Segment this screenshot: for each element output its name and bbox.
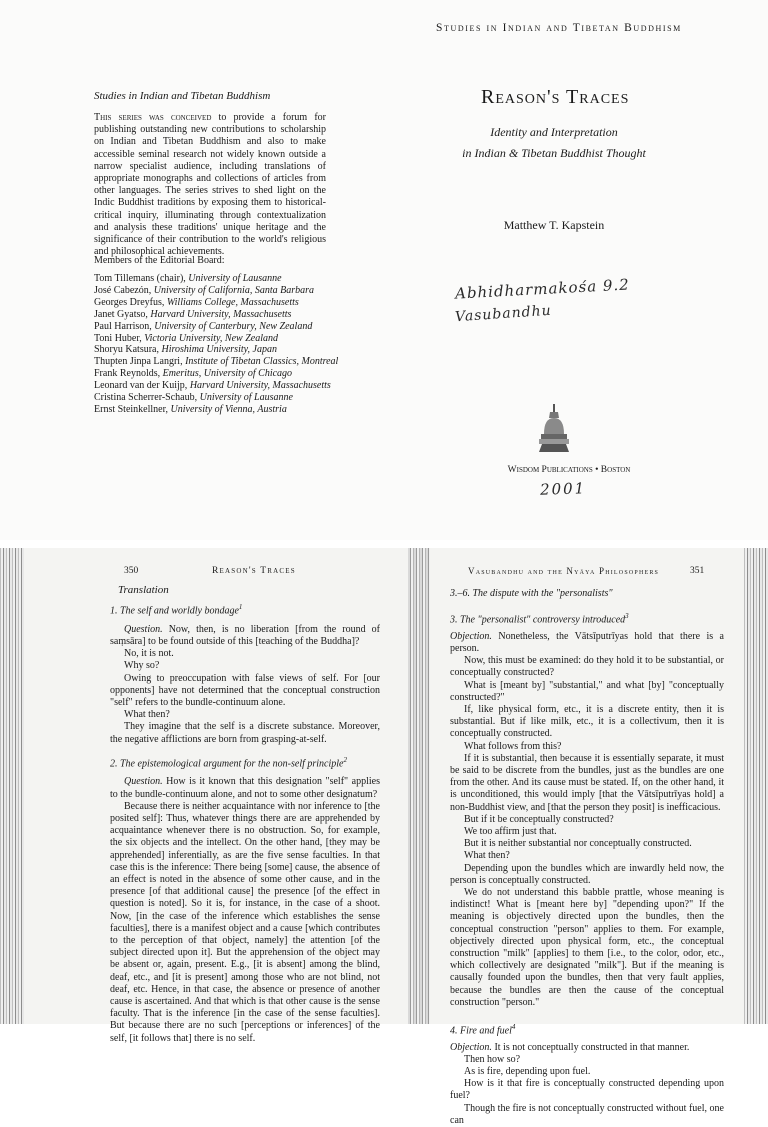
left-page-body (110, 584, 380, 1045)
board-member-affiliation: Emeritus, University of Chicago (162, 368, 293, 380)
section-title: Translation (118, 584, 169, 596)
paragraph: What then? (124, 709, 170, 721)
board-member-name: Cristina Scherrer-Schaub, (94, 392, 200, 404)
paragraph: Now, then, is no liberation [from the round of saṃsāra] to be found outside of this [teaching of the Buddha]? (110, 623, 380, 647)
paragraph: We too affirm just that. (464, 825, 557, 837)
heading-controversy-text: 3. The "personalist" controversy introduced (450, 614, 626, 626)
paragraph: But it is neither substantial nor conceptually constructed. (464, 838, 692, 850)
footnote-marker: 4 (511, 1023, 516, 1032)
publisher-name: Wisdom Publications (507, 465, 593, 475)
paragraph: Depending upon the bundles which are inwardly held now, the person is conceptually constructed. (450, 862, 724, 886)
paragraph: Why so? (124, 660, 160, 672)
board-member-name: Ernst Steinkellner, (94, 403, 171, 415)
book-spine (408, 548, 430, 1024)
objection-label: Objection. (450, 1041, 492, 1053)
board-member-name: Paul Harrison, (94, 320, 155, 332)
paragraph: Though the fire is not conceptually constructed without fuel, one can (450, 1102, 724, 1126)
board-member (94, 404, 338, 416)
board-member-name: Frank Reynolds, (94, 368, 163, 380)
objection-label: Objection. (450, 630, 492, 642)
paragraph: What then? (464, 850, 510, 862)
paragraph: They imagine that the self is a discrete substance. Moreover, the negative afflictions are born from grasping-at-self. (110, 721, 380, 745)
paragraph: But if it be conceptually constructed? (464, 813, 614, 825)
footnote-marker: 3 (625, 612, 629, 621)
board-member-name: Toni Huber, (94, 332, 145, 344)
board-member-name: Thupten Jinpa Langri, (94, 356, 186, 368)
paragraph: Nonetheless, the Vātsīputrīyas hold that there is a person. (450, 630, 724, 654)
series-lead: This series was conceived (94, 112, 212, 123)
book-author: Matthew T. Kapstein (503, 218, 605, 232)
heading-fire-fuel-text: 4. Fire and fuel (450, 1025, 512, 1037)
handwritten-year: 2001 (539, 479, 587, 499)
board-member-affiliation: University of Lausanne (199, 392, 293, 404)
board-member (94, 344, 338, 356)
book-subtitle-line-2: in Indian & Tibetan Buddhist Thought (462, 146, 646, 160)
paragraph: As is fire, depending upon fuel. (464, 1065, 591, 1077)
board-member-affiliation: University of Lausanne (188, 273, 282, 284)
board-member-affiliation: Williams College, Massachusetts (166, 296, 299, 308)
paragraph: Then how so? (464, 1053, 521, 1065)
board-member-affiliation: Victoria University, New Zealand (144, 332, 278, 344)
board-member-name: Georges Dreyfus, (94, 296, 167, 308)
right-page-number: 351 (690, 566, 705, 576)
stupa-logo-icon (539, 404, 569, 456)
right-page-body (450, 588, 724, 1127)
board-heading: Members of the Editorial Board: (94, 255, 225, 266)
right-binding-edge (744, 548, 768, 1024)
series-description (94, 112, 326, 258)
left-page-number: 350 (124, 566, 139, 576)
right-running-head: Vasubandhu and the Nyāya Philosophers (468, 566, 660, 576)
publisher-bullet: • (595, 465, 599, 475)
paragraph: We do not understand this babble prattle, whose meaning is indistinct! What is [meant here by] "depending upon?" If the meaning is objectively directed upon the bundles, then the conceptual construction "person" applies to them. For example, objectively directed upon physical form, etc., the conceptual construction "milk" [applies] to them [i.e., to the color, odor, etc., which collectively are designated "milk"]. But if the meaning is causally founded upon the bundles, then that very fault applies, because the bundles are then the cause of the conceptual construction "person." (450, 887, 724, 1008)
board-member (94, 380, 338, 392)
board-member (94, 285, 338, 297)
board-member (94, 273, 338, 285)
heading-personalists: 3.–6. The dispute with the "personalists" (450, 588, 613, 599)
paragraph: What follows from this? (464, 740, 562, 752)
board-member-name: Tom Tillemans (chair), (94, 273, 189, 284)
question-label: Question. (124, 776, 163, 788)
board-member (94, 297, 338, 309)
board-member (94, 321, 338, 333)
board-member (94, 392, 338, 404)
paragraph: How is it known that this designation "self" applies to the bundle-continuum alone, and not to some other designatum? (110, 776, 380, 800)
series-header: Studies in Indian and Tibetan Buddhism (436, 22, 682, 34)
series-body: to provide a forum for publishing outstanding new contributions to scholarship on Indian and Tibetan Buddhism and also to make accessible seminal research not widely known outside a narrow specialist audience, including translations of appropriate monographs and collections of articles from other languages. The series strives to shed light on the Indic Buddhist traditions by exposing them to historical-critical inquiry, illuminating through contextualization and analysis these traditions' unique heritage and the significance of their contribution to the world's religious and philosophical achievements. (94, 112, 326, 258)
paragraph: How is it that fire is conceptually constructed depending upon fuel? (450, 1078, 724, 1102)
series-title: Studies in Indian and Tibetan Buddhism (94, 90, 271, 102)
footnote-marker: 2 (343, 755, 347, 764)
heading-self-bondage (110, 601, 380, 618)
publisher-line (458, 465, 680, 475)
board-member-affiliation: University of Canterbury, New Zealand (154, 320, 313, 332)
handwritten-note-2: Vasubandhu (454, 302, 553, 326)
board-member (94, 333, 338, 345)
heading-self-bondage-text: 1. The self and worldly bondage (110, 605, 239, 617)
board-member (94, 356, 338, 368)
board-member-affiliation: Hiroshima University, Japan (161, 344, 277, 356)
board-member-name: Janet Gyatso, (94, 308, 151, 320)
paragraph: No, it is not. (124, 648, 174, 660)
paragraph: It is not conceptually constructed in that manner. (491, 1041, 690, 1053)
paragraph: Owing to preoccupation with false views of self. For [our opponents] have not determined that the conceptual construction "self" refers to the bundle-continuum alone. (110, 672, 380, 708)
editorial-board-list (94, 273, 338, 416)
board-member-name: Shoryu Katsura, (94, 344, 162, 356)
board-member-affiliation: Harvard University, Massachusetts (150, 308, 292, 320)
board-member-name: Leonard van der Kuijp, (94, 380, 190, 392)
paragraph: If it is substantial, then because it is essentially separate, it must be said to be discrete from the bundles, just as the bundles are one from the other. And its cause must be stated. If, on the other hand, it is unconditioned, this would imply [that the Vātsīputrīyas hold] a non-Buddhist view, and [that the person they posit] is inefficacious. (450, 752, 724, 813)
board-member (94, 309, 338, 321)
board-member-affiliation: University of California, Santa Barbara (153, 284, 314, 296)
footnote-marker: 1 (238, 603, 243, 612)
paragraph: If, like physical form, etc., it is a discrete entity, then it is substantial. But if like milk, etc., it is a collectivum, then it is conceptually constructed. (450, 703, 724, 740)
board-member-name: José Cabezón, (94, 284, 154, 296)
paragraph: Now, this must be examined: do they hold it to be substantial, or conceptually constructed? (450, 655, 724, 679)
paragraph: Because there is neither acquaintance with nor inference to [the posited self]: Thus, whatever things there are are apprehended by acquaintance whenever there is no obstruction. So, for example, the six objects and the intellect. On the other hand, [they may be apprehended] inferentially, as are the five sense faculties. In that case this is the inference: There being [some] cause, the absence of an effect is noted in the absence of some other cause, and in the presence [of that additional cause] the presence [of the effect in question is noted]. So it is, for instance, in the case of a shoot. Now, [in the case of the inference which establishes the sense faculties], there is a manifest object and a cause [which contributes to the perception of that object, namely] the attention [of the subject directed upon it]. But the apprehension of the object may be absent or, again, present. E.g., [it is absent] among the blind, deaf, etc., and [it is present] among those who are not blind, not deaf, etc. Hence, in that case, the absence or presence of another cause is ascertained. And that which is that other cause is the sense faculty. That is the inference [in the case of the sense faculties]. But because there are no such [perceptions or inferences] of the self, [it follows that] there is no self. (110, 800, 380, 1044)
book-title: Reason's Traces (481, 86, 630, 108)
heading-controversy (450, 610, 724, 627)
paragraph: What is [meant by] "substantial," and what [by] "conceptually constructed?" (450, 679, 724, 703)
handwritten-note-1: Abhidharmakośa 9.2 (454, 275, 631, 303)
board-member-affiliation: Harvard University, Massachusetts (189, 380, 331, 392)
question-label: Question. (124, 623, 163, 635)
left-binding-edge (0, 548, 24, 1024)
heading-epistemological (110, 754, 380, 771)
board-member-affiliation: University of Vienna, Austria (170, 403, 287, 415)
heading-epistemological-text: 2. The epistemological argument for the non-self principle (110, 758, 344, 770)
book-subtitle-line-1: Identity and Interpretation (490, 125, 618, 139)
board-member-affiliation: Institute of Tibetan Classics, Montreal (185, 356, 339, 368)
publisher-city: Boston (600, 465, 631, 475)
left-running-head: Reason's Traces (212, 566, 296, 576)
board-member (94, 368, 338, 380)
